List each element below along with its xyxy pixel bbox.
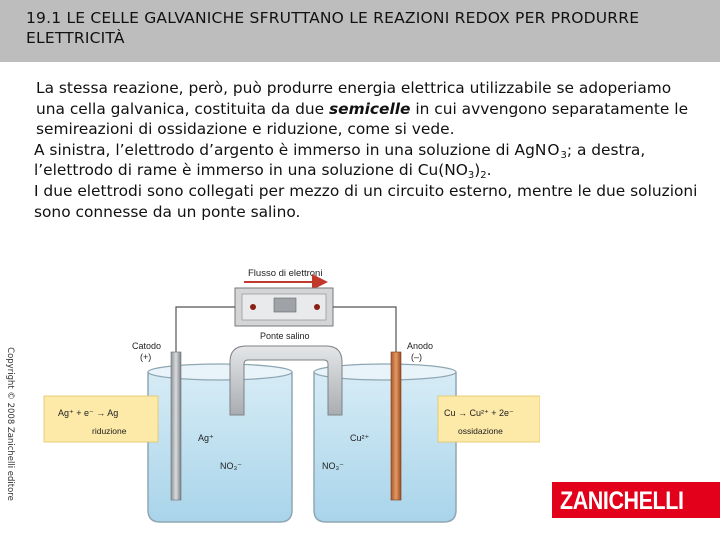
oxidation-equation: Cu → Cu²⁺ + 2e⁻: [444, 408, 514, 418]
anode-label: Anodo: [407, 341, 434, 351]
emphasis-semicelle: semicelle: [328, 99, 411, 118]
copper-electrode: [391, 352, 401, 500]
galvanic-cell-diagram: [30, 260, 540, 535]
cathode-sign: (+): [140, 352, 152, 362]
electron-flow-label: Flusso di elettroni: [248, 268, 323, 279]
slide-header: [0, 0, 720, 62]
paragraph-3: I due elettrodi sono collegati per mezzo di un circuito esterno, mentre le due soluzioni sono connesse da un ponte salino.: [34, 181, 698, 221]
ion-ag-label: Ag⁺: [198, 433, 214, 443]
paragraph-2: A sinistra, l’elettrodo d’argento è immerso in una soluzione di AgNO$_3$; a destra, l’elettrodo di rame è immerso in una soluzione di $Cu(NO_3)_2$.: [34, 140, 646, 182]
paragraph-1: La stessa reazione, però, può produrre energia elettrica utilizzabile se adoperiamo una cella galvanica, costituita da due semicelle in cui avvengono separatamente le semireazioni di ossidazione e riduzione, come si vede.: [36, 79, 689, 139]
oxidation-box: [438, 396, 540, 442]
silver-electrode: [171, 352, 181, 500]
slide-title: [26, 8, 706, 48]
meter-device: [235, 288, 333, 326]
reduction-box: [44, 396, 158, 442]
body-text: [34, 78, 704, 222]
reduction-label: riduzione: [92, 426, 127, 436]
left-beaker: [148, 364, 292, 522]
section-number: 19.1: [26, 9, 62, 27]
salt-bridge-label: Ponte salino: [260, 331, 310, 341]
ion-cu-label: Cu²⁺: [350, 433, 370, 443]
reduction-equation: Ag⁺ + e⁻ → Ag: [58, 408, 119, 418]
section-title: LE CELLE GALVANICHE SFRUTTANO LE REAZIONI REDOX PER PRODURRE ELETTRICITÀ: [26, 9, 640, 47]
cathode-label: Catodo: [132, 341, 162, 351]
ion-no3-right-label: NO₃⁻: [322, 461, 344, 471]
ion-no3-left-label: NO₃⁻: [220, 461, 242, 471]
anode-sign: (–): [411, 352, 422, 362]
copyright-notice: Copyright © 2008 Zanichelli editore: [5, 347, 15, 501]
logo-text: ZANICHELLI: [560, 487, 684, 515]
oxidation-label: ossidazione: [458, 426, 503, 436]
zanichelli-logo: [552, 482, 720, 518]
